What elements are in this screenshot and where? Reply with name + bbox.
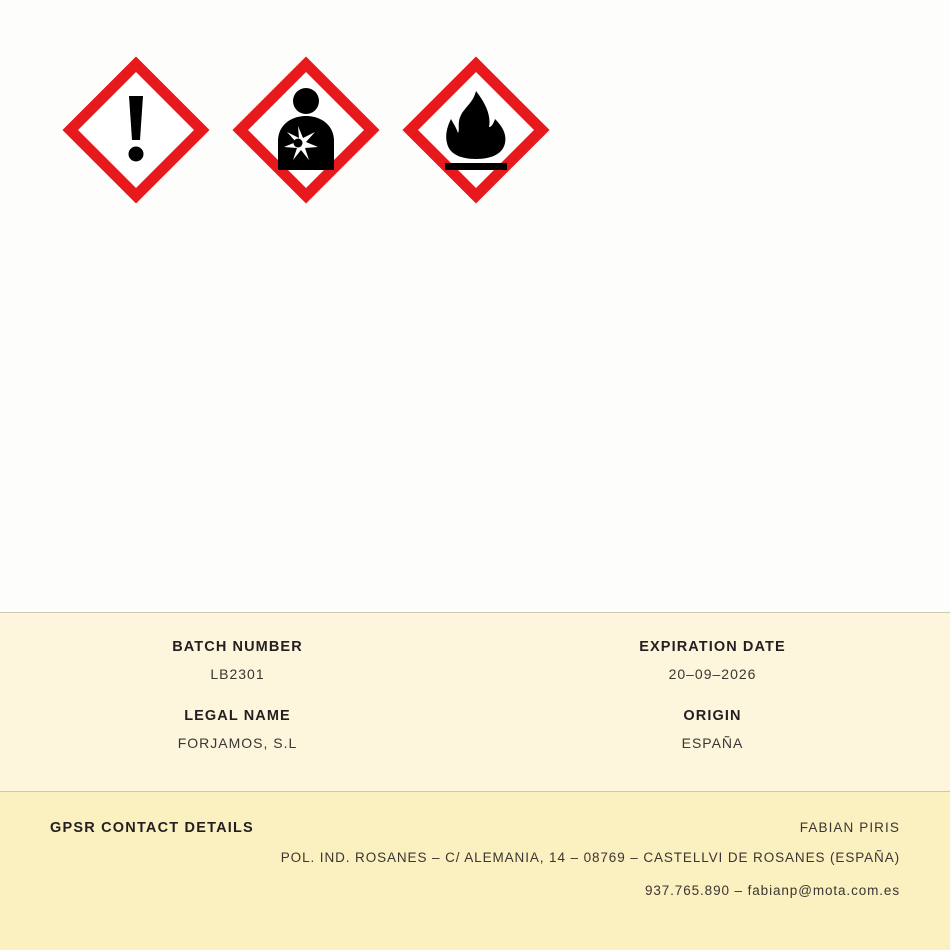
origin-label: ORIGIN [683,708,742,724]
batch-number-label: BATCH NUMBER [172,639,303,655]
legal-name-value: FORJAMOS, S.L [177,735,298,751]
ghs02-flammable-icon [402,56,550,204]
gpsr-address: POL. IND. ROSANES – C/ ALEMANIA, 14 – 08769 – CASTELLVI DE ROSANES (ESPAÑA) [280,850,900,865]
footer-top-row [50,820,900,836]
ghs08-health-hazard-icon [232,56,380,204]
batch-number-value: LB2301 [210,666,265,682]
info-grid [0,639,950,751]
gpsr-contact-title: GPSR CONTACT DETAILS [50,820,254,836]
health-hazard-glyph [232,56,380,204]
batch-number-field [0,639,475,682]
info-band [0,612,950,792]
expiration-date-value: 20–09–2026 [668,666,757,682]
expiration-date-field [475,639,950,682]
expiration-date-label: EXPIRATION DATE [639,639,786,655]
legal-name-label: LEGAL NAME [184,708,291,724]
gpsr-footer [0,792,950,950]
exclamation-mark-glyph [62,56,210,204]
origin-field [475,708,950,751]
gpsr-contact-name: FABIAN PIRIS [799,820,900,835]
gpsr-phone-email: 937.765.890 – fabianp@mota.com.es [644,883,900,898]
legal-name-field [0,708,475,751]
pictogram-row [62,56,950,204]
ghs07-exclamation-mark-icon [62,56,210,204]
flame-glyph [402,56,550,204]
origin-value: ESPAÑA [681,735,744,751]
